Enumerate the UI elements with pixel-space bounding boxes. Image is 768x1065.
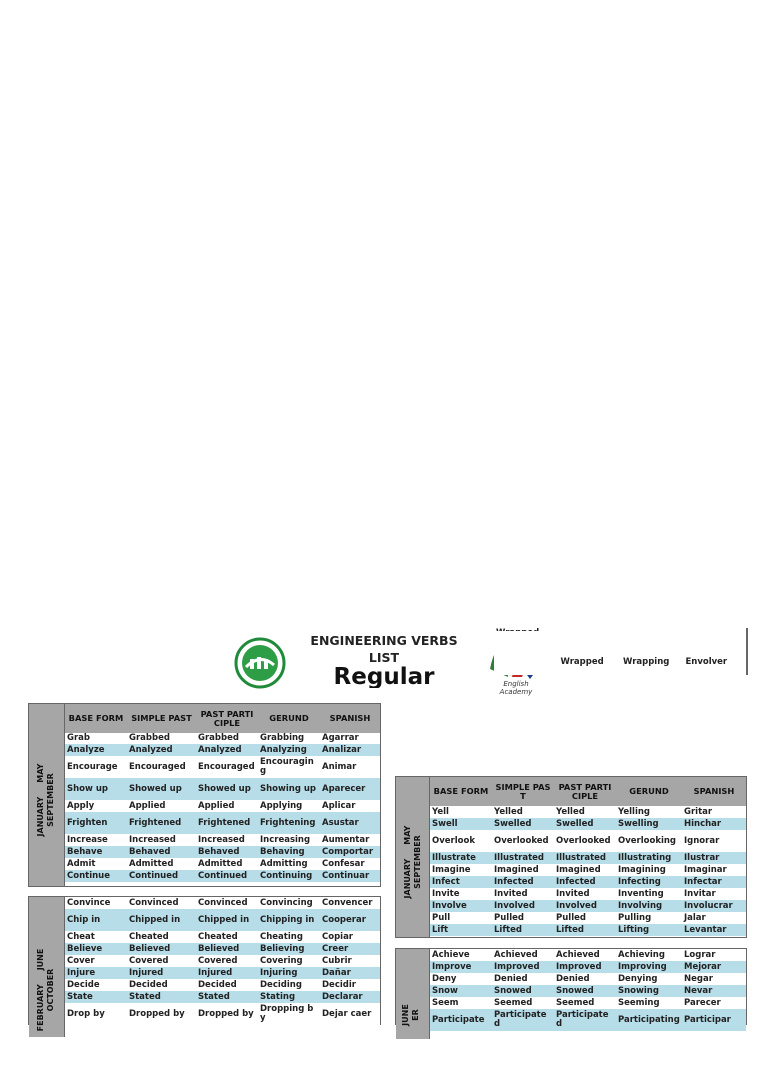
table-cell: Aumentar	[320, 834, 380, 846]
table-row	[430, 888, 746, 900]
table-cell: Chipping in	[258, 909, 320, 931]
table-cell: Analizar	[320, 744, 380, 756]
table-cell: Showed up	[127, 778, 196, 800]
table-row	[65, 870, 380, 882]
table-cell: Lifted	[554, 924, 616, 936]
table-cell: Overlooked	[492, 830, 554, 852]
table-cell: Continuar	[320, 870, 380, 882]
column-header: SIMPLE PAST	[492, 777, 554, 806]
table-cell: Agarrar	[320, 733, 380, 744]
table-cell: Convincing	[258, 897, 320, 909]
table-cell: Cheat	[65, 931, 127, 943]
table-cell: Swell	[430, 818, 492, 830]
table-cell: Cheated	[127, 931, 196, 943]
table-row	[430, 924, 746, 936]
table-cell: Frightened	[196, 812, 258, 834]
table-cell: Levantar	[682, 924, 746, 936]
table-row	[65, 943, 380, 955]
table-cell: Convencer	[320, 897, 380, 909]
table-cell: Frightened	[127, 812, 196, 834]
table-row	[430, 830, 746, 852]
table-cell: Frightening	[258, 812, 320, 834]
table-cell: Confesar	[320, 858, 380, 870]
table-cell: Stated	[196, 991, 258, 1003]
table-cell: Imagine	[430, 864, 492, 876]
table-cell: Dropped by	[127, 1003, 196, 1025]
table-cell: Continuing	[258, 870, 320, 882]
table-cell: Convince	[65, 897, 127, 909]
table-cell: Covered	[127, 955, 196, 967]
table-row	[65, 800, 380, 812]
table-cell: Applied	[127, 800, 196, 812]
table-cell: Participate	[430, 1009, 492, 1031]
table-row	[430, 949, 746, 961]
table-cell: Invitar	[682, 888, 746, 900]
verb-table-4	[395, 948, 747, 1029]
table-cell: Apply	[65, 800, 127, 812]
table-cell: Increase	[65, 834, 127, 846]
table-cell: Participar	[682, 1009, 746, 1031]
table-cell: Analyzed	[127, 744, 196, 756]
table-cell: Overlook	[430, 830, 492, 852]
month-side-label-4	[396, 949, 430, 1039]
document-title: ENGINEERING VERBS LIST	[310, 633, 458, 665]
table-cell: Nevar	[682, 985, 746, 997]
month-side-label-2	[29, 897, 65, 1037]
table-cell: Showing up	[258, 778, 320, 800]
table-cell: Denied	[554, 973, 616, 985]
table-row	[65, 967, 380, 979]
table-cell: Behave	[65, 846, 127, 858]
table-row	[65, 1003, 380, 1025]
table-cell: Injured	[196, 967, 258, 979]
table-cell: Yelled	[554, 806, 616, 818]
table-cell: Pulled	[554, 912, 616, 924]
table-cell: Injuring	[258, 967, 320, 979]
table-cell: Seemed	[554, 997, 616, 1009]
table-cell: Decided	[127, 979, 196, 991]
column-header: PAST PARTICIPLE	[196, 704, 258, 733]
table-cell: Yell	[430, 806, 492, 818]
column-header: BASE FORM	[430, 777, 492, 806]
table-cell: Mejorar	[682, 961, 746, 973]
table-cell: Comportar	[320, 846, 380, 858]
table-cell: Improved	[492, 961, 554, 973]
table-cell: Applied	[196, 800, 258, 812]
table-row	[65, 909, 380, 931]
table-cell: Denied	[492, 973, 554, 985]
table-cell: Illustrating	[616, 852, 682, 864]
table-cell: Chipped in	[127, 909, 196, 931]
table-cell: Aplicar	[320, 800, 380, 812]
table-row	[65, 858, 380, 870]
table-cell: Lograr	[682, 949, 746, 961]
table-row	[494, 631, 746, 675]
table-cell: Yelling	[616, 806, 682, 818]
table-row	[430, 1009, 746, 1031]
table-cell: Decidir	[320, 979, 380, 991]
table-cell: Swelled	[492, 818, 554, 830]
table-cell: Cover	[65, 955, 127, 967]
column-header: GERUND	[616, 777, 682, 806]
table-cell: Improve	[430, 961, 492, 973]
table-cell: Analyzed	[196, 744, 258, 756]
table-row	[430, 997, 746, 1009]
table-cell: Dejar caer	[320, 1003, 380, 1025]
table-row	[65, 778, 380, 800]
verb-table-3	[395, 776, 747, 938]
table-cell: Believe	[65, 943, 127, 955]
table-cell: Achieve	[430, 949, 492, 961]
table-cell: Aparecer	[320, 778, 380, 800]
table-cell: Snowing	[616, 985, 682, 997]
table-cell: Decide	[65, 979, 127, 991]
table-cell: Continued	[127, 870, 196, 882]
table-cell: Parecer	[682, 997, 746, 1009]
table-cell: Deciding	[258, 979, 320, 991]
table-cell: Ignorar	[682, 830, 746, 852]
table-cell: Swelled	[554, 818, 616, 830]
table-cell: Cheated	[196, 931, 258, 943]
table-cell: Illustrated	[492, 852, 554, 864]
table-row	[430, 864, 746, 876]
table-cell: Achieving	[616, 949, 682, 961]
document-subtitle: Regular	[333, 664, 435, 688]
table-cell: Stated	[127, 991, 196, 1003]
table-cell: Deny	[430, 973, 492, 985]
table-row	[430, 876, 746, 888]
column-header: PAST PARTICIPLE	[554, 777, 616, 806]
table-cell: Ilustrar	[682, 852, 746, 864]
table-cell: Behaved	[127, 846, 196, 858]
months-label: FEBRUARY JUNE OCTOBER	[36, 948, 55, 1032]
table-cell: Lifting	[616, 924, 682, 936]
table-row	[65, 846, 380, 858]
table-cell: Overlooked	[554, 830, 616, 852]
table-cell: Invite	[430, 888, 492, 900]
table-row	[65, 812, 380, 834]
table-cell: Stating	[258, 991, 320, 1003]
table-cell: Illustrate	[430, 852, 492, 864]
table-cell: Covered	[196, 955, 258, 967]
table-cell: Envolver	[683, 631, 746, 675]
table-cell: Involved	[554, 900, 616, 912]
table-cell: Infected	[492, 876, 554, 888]
table-cell: Convinced	[127, 897, 196, 909]
table-row	[65, 744, 380, 756]
table-cell: Achieved	[554, 949, 616, 961]
table-cell: Overlooking	[616, 830, 682, 852]
table-cell: Imagined	[554, 864, 616, 876]
column-header: GERUND	[258, 704, 320, 733]
table-cell: Achieved	[492, 949, 554, 961]
table-cell: Pulled	[492, 912, 554, 924]
table-cell: Grab	[65, 733, 127, 744]
table-row	[65, 897, 380, 909]
table-cell: Injured	[127, 967, 196, 979]
table-cell: Chip in	[65, 909, 127, 931]
table-cell: Wrapped	[559, 631, 621, 675]
table-row	[430, 973, 746, 985]
table-cell: Pull	[430, 912, 492, 924]
table-cell: Invited	[492, 888, 554, 900]
table-cell: Believed	[196, 943, 258, 955]
table-cell: Declarar	[320, 991, 380, 1003]
table-cell: Involve	[430, 900, 492, 912]
table-cell: Participated	[554, 1009, 616, 1031]
table-cell: Cubrir	[320, 955, 380, 967]
table-cell: Covering	[258, 955, 320, 967]
table-cell: Involved	[492, 900, 554, 912]
table-row	[430, 852, 746, 864]
table-row	[430, 806, 746, 818]
table-cell: State	[65, 991, 127, 1003]
table-cell: Encouraging	[258, 756, 320, 778]
table-cell: Encourage	[65, 756, 127, 778]
month-side-label-1	[29, 704, 65, 886]
table-cell: Illustrated	[554, 852, 616, 864]
table-cell: Show up	[65, 778, 127, 800]
table-row	[65, 979, 380, 991]
table-cell: Involucrar	[682, 900, 746, 912]
table-cell: Swelling	[616, 818, 682, 830]
table-cell: Chipped in	[196, 909, 258, 931]
column-header: SPANISH	[682, 777, 746, 806]
table-cell: Hinchar	[682, 818, 746, 830]
table-cell: Seemed	[492, 997, 554, 1009]
column-header: BASE FORM	[65, 704, 127, 733]
table-row	[65, 733, 380, 744]
table-cell: Grabbed	[127, 733, 196, 744]
table-cell: Admitting	[258, 858, 320, 870]
table-cell: Copiar	[320, 931, 380, 943]
table-cell: Seeming	[616, 997, 682, 1009]
top-right-table	[494, 628, 748, 675]
table-row	[65, 756, 380, 778]
months-label: JUNE ER	[401, 1004, 420, 1026]
table-cell: Behaving	[258, 846, 320, 858]
table-cell: Snow	[430, 985, 492, 997]
table-cell: Gritar	[682, 806, 746, 818]
table-cell: Cooperar	[320, 909, 380, 931]
table-cell: Increased	[127, 834, 196, 846]
table-cell: Lifted	[492, 924, 554, 936]
table-cell: Animar	[320, 756, 380, 778]
table-cell: Lift	[430, 924, 492, 936]
table-cell: Showed up	[196, 778, 258, 800]
table-cell: Pulling	[616, 912, 682, 924]
table-row	[65, 991, 380, 1003]
table-cell: Grabbing	[258, 733, 320, 744]
table-cell: Negar	[682, 973, 746, 985]
table-row	[430, 985, 746, 997]
table-cell: Grabbed	[196, 733, 258, 744]
table-cell: Dropped by	[196, 1003, 258, 1025]
verb-table-1	[28, 703, 381, 887]
table-cell: Seem	[430, 997, 492, 1009]
table-cell: Admit	[65, 858, 127, 870]
column-header: SPANISH	[320, 704, 380, 733]
table-row	[65, 931, 380, 943]
table-cell: Improved	[554, 961, 616, 973]
table-cell: Participating	[616, 1009, 682, 1031]
table-cell: Invited	[554, 888, 616, 900]
table-cell: Inventing	[616, 888, 682, 900]
table-cell: Yelled	[492, 806, 554, 818]
table-cell: Involving	[616, 900, 682, 912]
table-cell: Dropping by	[258, 1003, 320, 1025]
table-cell: Admitted	[196, 858, 258, 870]
table-cell: Wrapping	[621, 631, 683, 675]
table-cell: Analyze	[65, 744, 127, 756]
table-cell: Convinced	[196, 897, 258, 909]
table-cell: Snowed	[492, 985, 554, 997]
top-right-rows	[494, 631, 746, 675]
table-cell: Increased	[196, 834, 258, 846]
months-label: JANUARY MAY SEPTEMBER	[403, 825, 422, 899]
table-cell: Improving	[616, 961, 682, 973]
month-side-label-3	[396, 777, 430, 937]
table-cell: Believing	[258, 943, 320, 955]
table-cell: Infectar	[682, 876, 746, 888]
university-logo	[234, 637, 286, 689]
table-cell: Injure	[65, 967, 127, 979]
table-row	[65, 955, 380, 967]
table-row	[430, 900, 746, 912]
table-cell: Infected	[554, 876, 616, 888]
table-cell: Applying	[258, 800, 320, 812]
table-cell: Jalar	[682, 912, 746, 924]
table-cell: Continued	[196, 870, 258, 882]
table-cell: Analyzing	[258, 744, 320, 756]
table-cell: Believed	[127, 943, 196, 955]
table-cell: Creer	[320, 943, 380, 955]
table-cell: Decided	[196, 979, 258, 991]
table-cell: Cheating	[258, 931, 320, 943]
table-cell: Dañar	[320, 967, 380, 979]
table-cell: Drop by	[65, 1003, 127, 1025]
table-cell: Denying	[616, 973, 682, 985]
table-cell: Imagining	[616, 864, 682, 876]
verb-table-2	[28, 896, 381, 1032]
table-row	[430, 818, 746, 830]
table-cell: Snowed	[554, 985, 616, 997]
table-cell: Admitted	[127, 858, 196, 870]
table-cell: Infecting	[616, 876, 682, 888]
table-cell: Behaved	[196, 846, 258, 858]
table-cell: Imaginar	[682, 864, 746, 876]
academy-caption: English Academy	[499, 680, 533, 696]
table-cell: Asustar	[320, 812, 380, 834]
table-cell	[494, 631, 559, 675]
table-row	[430, 912, 746, 924]
table-row	[430, 961, 746, 973]
table-cell: Continue	[65, 870, 127, 882]
table-cell: Encouraged	[127, 756, 196, 778]
table-cell: Increasing	[258, 834, 320, 846]
column-header: SIMPLE PAST	[127, 704, 196, 733]
table-cell: Imagined	[492, 864, 554, 876]
table-cell: Encouraged	[196, 756, 258, 778]
table-cell: Frighten	[65, 812, 127, 834]
table-cell: Infect	[430, 876, 492, 888]
months-label: JANUARY MAY SEPTEMBER	[36, 763, 55, 837]
table-cell: Participated	[492, 1009, 554, 1031]
table-row	[65, 834, 380, 846]
